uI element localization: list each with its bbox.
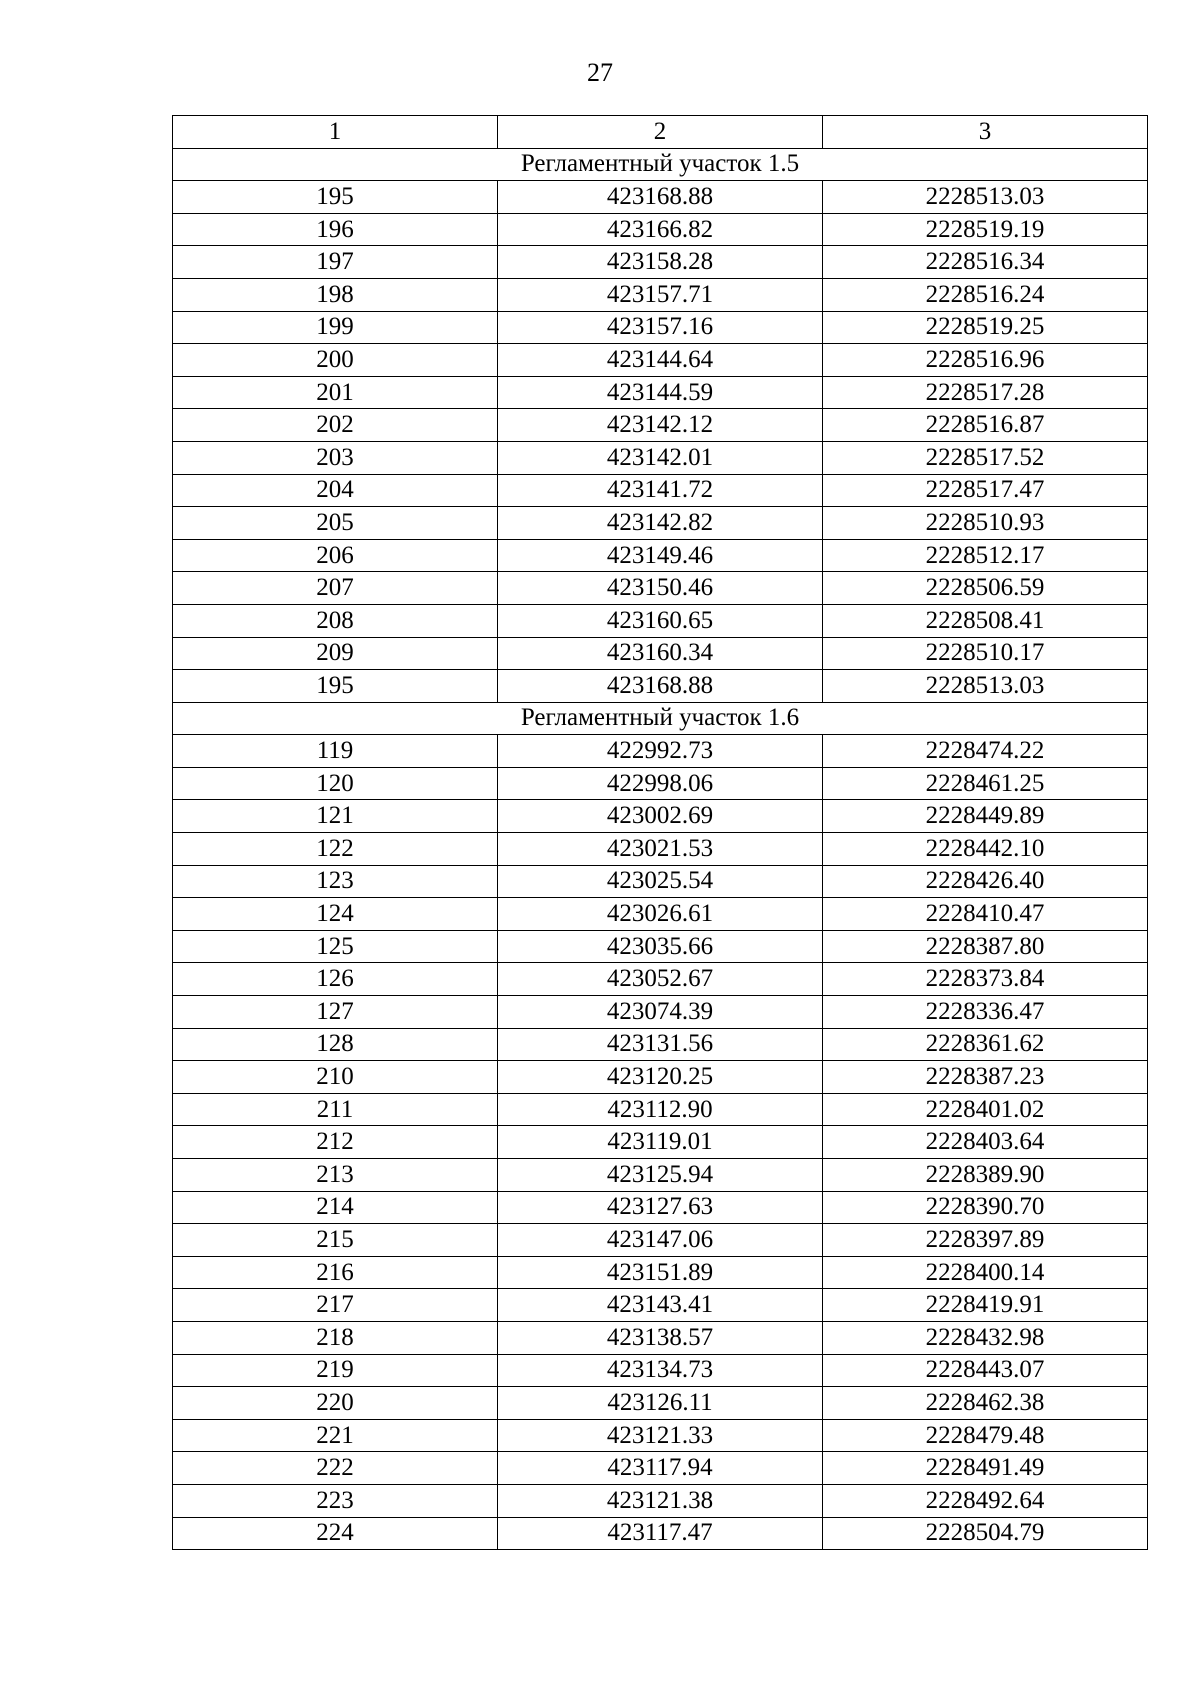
x-coordinate-cell: 423127.63	[498, 1191, 823, 1224]
point-number-cell: 125	[173, 930, 498, 963]
y-coordinate-cell: 2228336.47	[823, 996, 1148, 1029]
point-number-cell: 121	[173, 800, 498, 833]
table-row	[173, 865, 1148, 898]
point-number-cell: 122	[173, 833, 498, 866]
x-coordinate-cell: 423126.11	[498, 1387, 823, 1420]
point-number-cell: 207	[173, 572, 498, 605]
x-coordinate-cell: 423021.53	[498, 833, 823, 866]
y-coordinate-cell: 2228462.38	[823, 1387, 1148, 1420]
x-coordinate-cell: 423125.94	[498, 1159, 823, 1192]
x-coordinate-cell: 423157.16	[498, 311, 823, 344]
table-row	[173, 1452, 1148, 1485]
x-coordinate-cell: 423168.88	[498, 181, 823, 214]
point-number-cell: 127	[173, 996, 498, 1029]
point-number-cell: 220	[173, 1387, 498, 1420]
y-coordinate-cell: 2228504.79	[823, 1517, 1148, 1550]
y-coordinate-cell: 2228401.02	[823, 1093, 1148, 1126]
table-row	[173, 767, 1148, 800]
table-row	[173, 278, 1148, 311]
x-coordinate-cell: 422998.06	[498, 767, 823, 800]
point-number-cell: 202	[173, 409, 498, 442]
x-coordinate-cell: 423147.06	[498, 1224, 823, 1257]
table-row	[173, 1484, 1148, 1517]
point-number-cell: 219	[173, 1354, 498, 1387]
x-coordinate-cell: 423035.66	[498, 930, 823, 963]
y-coordinate-cell: 2228513.03	[823, 181, 1148, 214]
y-coordinate-cell: 2228519.25	[823, 311, 1148, 344]
point-number-cell: 196	[173, 213, 498, 246]
header-cell-1: 1	[173, 116, 498, 149]
table-row	[173, 246, 1148, 279]
section-title: Регламентный участок 1.5	[173, 148, 1148, 181]
y-coordinate-cell: 2228432.98	[823, 1321, 1148, 1354]
y-coordinate-cell: 2228491.49	[823, 1452, 1148, 1485]
table-row	[173, 1387, 1148, 1420]
x-coordinate-cell: 423119.01	[498, 1126, 823, 1159]
x-coordinate-cell: 423141.72	[498, 474, 823, 507]
y-coordinate-cell: 2228516.24	[823, 278, 1148, 311]
point-number-cell: 204	[173, 474, 498, 507]
y-coordinate-cell: 2228517.47	[823, 474, 1148, 507]
x-coordinate-cell: 423160.34	[498, 637, 823, 670]
x-coordinate-cell: 423142.82	[498, 507, 823, 540]
table-row	[173, 1321, 1148, 1354]
x-coordinate-cell: 423149.46	[498, 539, 823, 572]
table-row	[173, 1028, 1148, 1061]
point-number-cell: 211	[173, 1093, 498, 1126]
table-row	[173, 1093, 1148, 1126]
point-number-cell: 119	[173, 735, 498, 768]
x-coordinate-cell: 423142.12	[498, 409, 823, 442]
coordinates-table	[172, 115, 1148, 1550]
table-row	[173, 181, 1148, 214]
page-number: 27	[587, 58, 613, 87]
x-coordinate-cell: 423026.61	[498, 898, 823, 931]
x-coordinate-cell: 423166.82	[498, 213, 823, 246]
table-row	[173, 344, 1148, 377]
point-number-cell: 214	[173, 1191, 498, 1224]
table-row	[173, 376, 1148, 409]
y-coordinate-cell: 2228410.47	[823, 898, 1148, 931]
table-row	[173, 213, 1148, 246]
y-coordinate-cell: 2228474.22	[823, 735, 1148, 768]
y-coordinate-cell: 2228516.87	[823, 409, 1148, 442]
header-row	[173, 116, 1148, 149]
y-coordinate-cell: 2228519.19	[823, 213, 1148, 246]
point-number-cell: 215	[173, 1224, 498, 1257]
x-coordinate-cell: 423112.90	[498, 1093, 823, 1126]
y-coordinate-cell: 2228492.64	[823, 1484, 1148, 1517]
y-coordinate-cell: 2228506.59	[823, 572, 1148, 605]
table-row	[173, 800, 1148, 833]
y-coordinate-cell: 2228387.23	[823, 1061, 1148, 1094]
point-number-cell: 128	[173, 1028, 498, 1061]
point-number-cell: 199	[173, 311, 498, 344]
x-coordinate-cell: 423160.65	[498, 604, 823, 637]
table-row	[173, 1191, 1148, 1224]
table-row	[173, 441, 1148, 474]
y-coordinate-cell: 2228426.40	[823, 865, 1148, 898]
x-coordinate-cell: 423143.41	[498, 1289, 823, 1322]
point-number-cell: 208	[173, 604, 498, 637]
y-coordinate-cell: 2228397.89	[823, 1224, 1148, 1257]
table-row	[173, 409, 1148, 442]
header-cell-2: 2	[498, 116, 823, 149]
y-coordinate-cell: 2228387.80	[823, 930, 1148, 963]
x-coordinate-cell: 423134.73	[498, 1354, 823, 1387]
table-row	[173, 670, 1148, 703]
point-number-cell: 203	[173, 441, 498, 474]
y-coordinate-cell: 2228516.34	[823, 246, 1148, 279]
table-row	[173, 1159, 1148, 1192]
x-coordinate-cell: 423117.94	[498, 1452, 823, 1485]
table-row	[173, 637, 1148, 670]
point-number-cell: 217	[173, 1289, 498, 1322]
x-coordinate-cell: 423117.47	[498, 1517, 823, 1550]
table-row	[173, 1289, 1148, 1322]
point-number-cell: 123	[173, 865, 498, 898]
y-coordinate-cell: 2228508.41	[823, 604, 1148, 637]
point-number-cell: 195	[173, 670, 498, 703]
point-number-cell: 221	[173, 1419, 498, 1452]
x-coordinate-cell: 423144.64	[498, 344, 823, 377]
point-number-cell: 210	[173, 1061, 498, 1094]
point-number-cell: 126	[173, 963, 498, 996]
table-row	[173, 1061, 1148, 1094]
x-coordinate-cell: 423138.57	[498, 1321, 823, 1354]
point-number-cell: 195	[173, 181, 498, 214]
point-number-cell: 218	[173, 1321, 498, 1354]
x-coordinate-cell: 423157.71	[498, 278, 823, 311]
x-coordinate-cell: 423052.67	[498, 963, 823, 996]
point-number-cell: 201	[173, 376, 498, 409]
table-row	[173, 474, 1148, 507]
y-coordinate-cell: 2228442.10	[823, 833, 1148, 866]
x-coordinate-cell: 423121.33	[498, 1419, 823, 1452]
y-coordinate-cell: 2228443.07	[823, 1354, 1148, 1387]
y-coordinate-cell: 2228373.84	[823, 963, 1148, 996]
table-row	[173, 1224, 1148, 1257]
point-number-cell: 120	[173, 767, 498, 800]
x-coordinate-cell: 423002.69	[498, 800, 823, 833]
y-coordinate-cell: 2228517.52	[823, 441, 1148, 474]
table-row	[173, 311, 1148, 344]
point-number-cell: 222	[173, 1452, 498, 1485]
table-row	[173, 898, 1148, 931]
table-row	[173, 1419, 1148, 1452]
x-coordinate-cell: 423025.54	[498, 865, 823, 898]
table-row	[173, 963, 1148, 996]
y-coordinate-cell: 2228449.89	[823, 800, 1148, 833]
x-coordinate-cell: 422992.73	[498, 735, 823, 768]
x-coordinate-cell: 423144.59	[498, 376, 823, 409]
y-coordinate-cell: 2228517.28	[823, 376, 1148, 409]
point-number-cell: 197	[173, 246, 498, 279]
table-row	[173, 507, 1148, 540]
y-coordinate-cell: 2228513.03	[823, 670, 1148, 703]
y-coordinate-cell: 2228479.48	[823, 1419, 1148, 1452]
table-row	[173, 930, 1148, 963]
y-coordinate-cell: 2228510.93	[823, 507, 1148, 540]
x-coordinate-cell: 423151.89	[498, 1256, 823, 1289]
x-coordinate-cell: 423150.46	[498, 572, 823, 605]
table-row	[173, 1354, 1148, 1387]
table-row	[173, 572, 1148, 605]
table-row	[173, 735, 1148, 768]
table-row	[173, 604, 1148, 637]
section-title: Регламентный участок 1.6	[173, 702, 1148, 735]
x-coordinate-cell: 423074.39	[498, 996, 823, 1029]
table-row	[173, 539, 1148, 572]
y-coordinate-cell: 2228516.96	[823, 344, 1148, 377]
x-coordinate-cell: 423120.25	[498, 1061, 823, 1094]
y-coordinate-cell: 2228361.62	[823, 1028, 1148, 1061]
table-row	[173, 996, 1148, 1029]
point-number-cell: 206	[173, 539, 498, 572]
y-coordinate-cell: 2228400.14	[823, 1256, 1148, 1289]
table-row	[173, 1126, 1148, 1159]
x-coordinate-cell: 423142.01	[498, 441, 823, 474]
x-coordinate-cell: 423158.28	[498, 246, 823, 279]
header-cell-3: 3	[823, 116, 1148, 149]
y-coordinate-cell: 2228510.17	[823, 637, 1148, 670]
table-row	[173, 1517, 1148, 1550]
table-row	[173, 833, 1148, 866]
point-number-cell: 200	[173, 344, 498, 377]
point-number-cell: 224	[173, 1517, 498, 1550]
point-number-cell: 209	[173, 637, 498, 670]
point-number-cell: 223	[173, 1484, 498, 1517]
x-coordinate-cell: 423121.38	[498, 1484, 823, 1517]
table-row	[173, 1256, 1148, 1289]
y-coordinate-cell: 2228403.64	[823, 1126, 1148, 1159]
point-number-cell: 198	[173, 278, 498, 311]
point-number-cell: 216	[173, 1256, 498, 1289]
table-body	[173, 116, 1148, 1550]
y-coordinate-cell: 2228419.91	[823, 1289, 1148, 1322]
x-coordinate-cell: 423131.56	[498, 1028, 823, 1061]
point-number-cell: 213	[173, 1159, 498, 1192]
y-coordinate-cell: 2228512.17	[823, 539, 1148, 572]
point-number-cell: 205	[173, 507, 498, 540]
section-title-row	[173, 702, 1148, 735]
section-title-row	[173, 148, 1148, 181]
point-number-cell: 124	[173, 898, 498, 931]
y-coordinate-cell: 2228389.90	[823, 1159, 1148, 1192]
point-number-cell: 212	[173, 1126, 498, 1159]
x-coordinate-cell: 423168.88	[498, 670, 823, 703]
y-coordinate-cell: 2228461.25	[823, 767, 1148, 800]
y-coordinate-cell: 2228390.70	[823, 1191, 1148, 1224]
